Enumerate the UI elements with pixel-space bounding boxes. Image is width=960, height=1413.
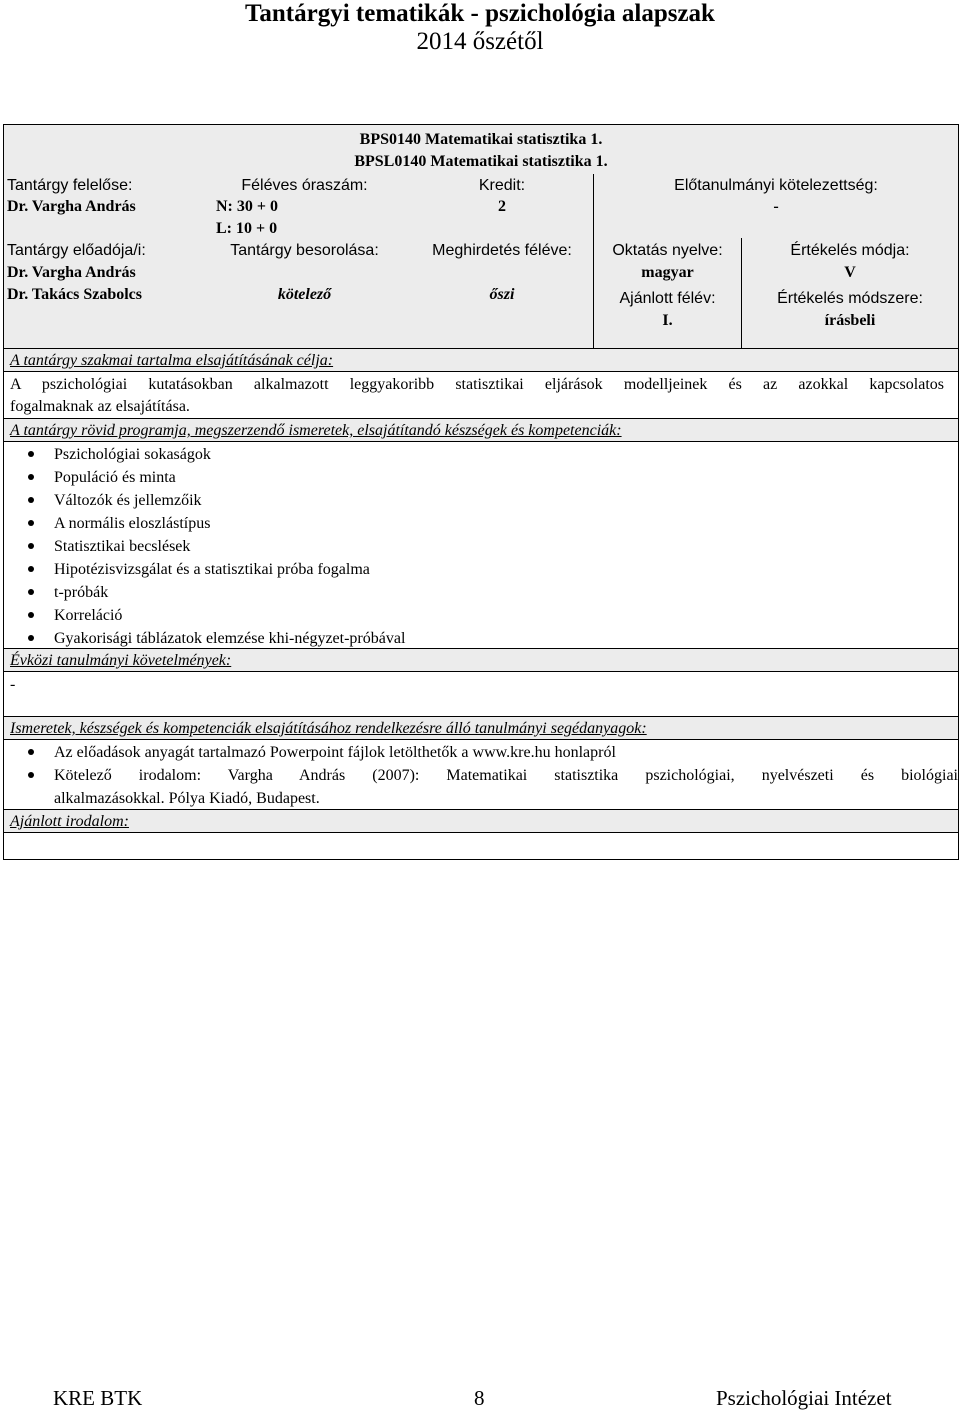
list-item: A normális eloszlástípus [4, 512, 958, 535]
list-item: Populáció és minta [4, 466, 958, 489]
materials-item2-line2: alkalmazásokkal. Pólya Kiadó, Budapest. [54, 790, 320, 807]
materials-heading: Ismeretek, készségek és kompetenciák elsajátításához rendelkezésre álló tanulmányi segédanyagok: [10, 720, 647, 737]
materials-heading-row [3, 716, 959, 740]
responsible-name: Dr. Vargha András [7, 198, 136, 215]
lecturer-name-2: Dr. Takács Szabolcs [7, 286, 142, 303]
requirements-heading-row [3, 648, 959, 672]
list-item: Korreláció [4, 604, 958, 627]
prereq-label: Előtanulmányi kötelezettség: [674, 177, 878, 194]
list-item: Pszichológiai sokaságok [4, 443, 958, 466]
page-subtitle: 2014 őszétől [416, 28, 544, 55]
program-list-row [3, 441, 959, 649]
course-code-line2: BPSL0140 Matematikai statisztika 1. [354, 153, 608, 170]
language-value: magyar [641, 264, 694, 281]
footer-department: Pszichológiai Intézet [716, 1386, 892, 1410]
goal-text-line1: A pszichológiai kutatásokban alkalmazott leggyakoribb statisztikai eljárások modelljeinek és az azokkal kapcsolatos [10, 376, 944, 393]
goal-text-row [3, 371, 959, 419]
materials-item2-line1: Kötelező irodalom: Vargha András (2007): Matematikai statisztika pszichológiai, nyelvészeti és biológiai [54, 767, 958, 784]
credit-value: 2 [498, 198, 506, 215]
program-list [4, 442, 958, 650]
goal-text-line2: fogalmaknak az elsajátítása. [10, 398, 190, 415]
recommended-lit-heading-row [3, 809, 959, 833]
recommended-semester-value: I. [662, 312, 673, 329]
semester-value: őszi [489, 286, 515, 303]
list-item: Az előadások anyagát tartalmazó Powerpoint fájlok letölthetők a www.kre.hu honlapról [4, 741, 958, 764]
page-title: Tantárgyi tematikák - pszichológia alapszak [245, 0, 715, 27]
responsible-label: Tantárgy felelőse: [7, 177, 133, 194]
list-item: Hipotézisvizsgálat és a statisztikai próba fogalma [4, 558, 958, 581]
materials-list-row [3, 739, 959, 810]
semester-label: Meghirdetés féléve: [432, 242, 572, 259]
classification-label: Tantárgy besorolása: [230, 242, 379, 259]
hours-n: N: 30 + 0 [216, 198, 278, 215]
eval-method-label: Értékelés módszere: [777, 290, 923, 307]
hours-l: L: 10 + 0 [216, 220, 278, 237]
requirements-text-row [3, 671, 959, 717]
course-info-table [3, 124, 959, 349]
list-item: Statisztikai becslések [4, 535, 958, 558]
program-heading: A tantárgy rövid programja, megszerzendő ismeretek, elsajátítandó készségek és kompetenciák: [10, 422, 622, 439]
list-item: t-próbák [4, 581, 958, 604]
footer-page-number: 8 [474, 1386, 485, 1410]
materials-list [4, 740, 958, 810]
hours-label: Féléves óraszám: [241, 177, 368, 194]
lecturer-name-1: Dr. Vargha András [7, 264, 136, 281]
requirements-heading: Évközi tanulmányi követelmények: [10, 652, 232, 669]
recommended-lit-text-row [3, 832, 959, 860]
goal-heading: A tantárgy szakmai tartalma elsajátításának célja: [10, 352, 334, 369]
program-heading-row [3, 418, 959, 442]
requirements-text: - [10, 676, 16, 693]
credit-label: Kredit: [478, 177, 526, 194]
recommended-semester-label: Ajánlott félév: [619, 290, 716, 307]
list-item: Gyakorisági táblázatok elemzése khi-négyzet-próbával [4, 627, 958, 650]
eval-label: Értékelés módja: [790, 242, 910, 259]
prereq-value: - [773, 198, 779, 215]
lecturer-label: Tantárgy előadója/i: [7, 242, 146, 259]
language-label: Oktatás nyelve: [612, 242, 723, 259]
recommended-lit-heading: Ajánlott irodalom: [10, 813, 129, 830]
goal-heading-row [3, 348, 959, 372]
footer-institution: KRE BTK [53, 1386, 143, 1410]
list-item: Változók és jellemzőik [4, 489, 958, 512]
list-item [4, 764, 958, 810]
classification-value: kötelező [277, 286, 332, 303]
eval-method-value: írásbeli [824, 312, 876, 329]
eval-value: V [844, 264, 856, 281]
course-code-line1: BPS0140 Matematikai statisztika 1. [359, 131, 603, 148]
